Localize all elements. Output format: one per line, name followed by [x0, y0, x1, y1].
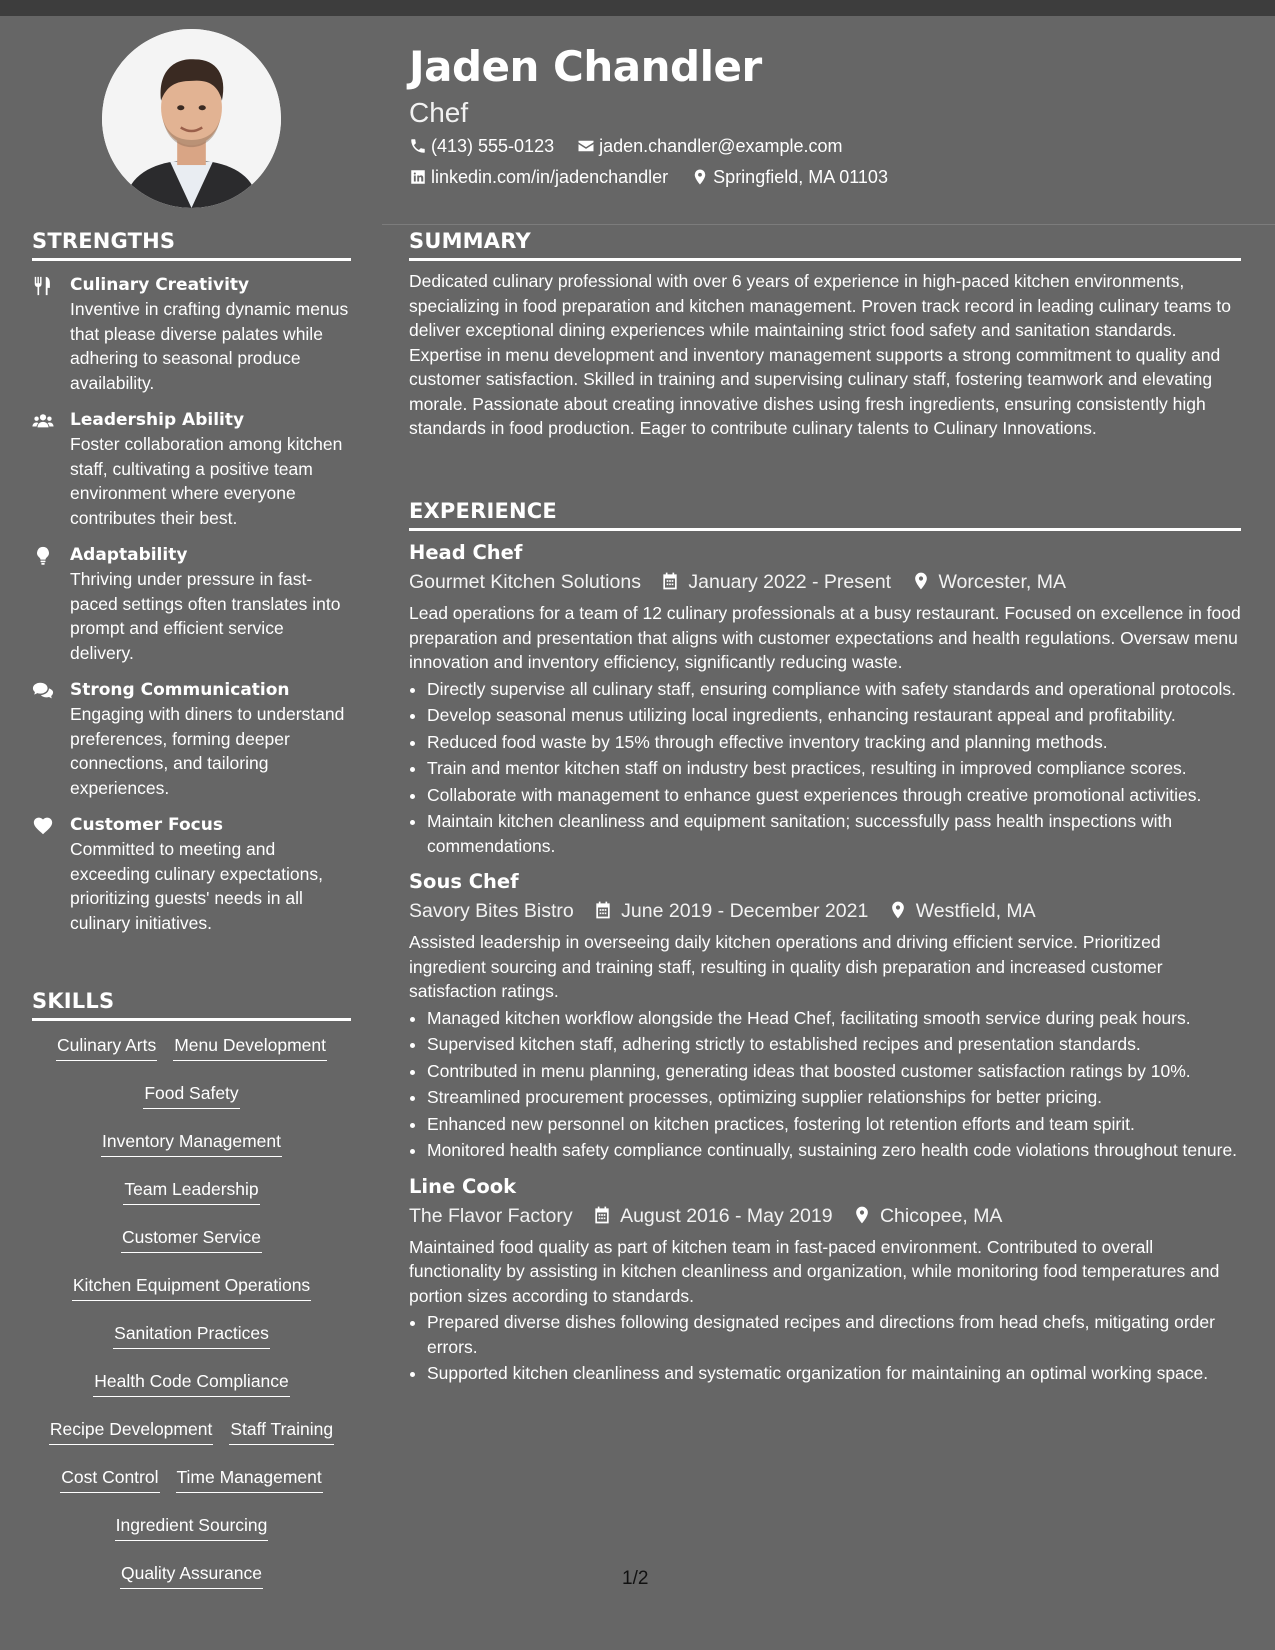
skill-tag: Menu Development: [173, 1033, 327, 1061]
job-description: Maintained food quality as part of kitchen team in fast-paced environment. Contributed to overall functionality by assisting in kitchen cleanliness and organization, while monitoring food temperatures and portion sizes according to standards.: [409, 1236, 1220, 1306]
job-dates-text: August 2016 - May 2019: [620, 1204, 833, 1227]
strength-item: [32, 408, 351, 530]
profile-photo: [102, 29, 281, 208]
strength-description: Committed to meeting and exceeding culinary expectations, prioritizing guests' needs in all culinary initiatives.: [70, 839, 323, 933]
main-content: [382, 16, 1275, 1650]
job-location-text: Chicopee, MA: [879, 1204, 1003, 1227]
phone-contact[interactable]: [409, 134, 554, 158]
job-meta: [409, 567, 1241, 597]
skills-section: [32, 988, 351, 1609]
strength-description: Inventive in crafting dynamic menus that please diverse palates while adhering to seasonal produce availability.: [70, 299, 349, 393]
skills-heading: SKILLS: [32, 988, 351, 1021]
skill-tag: Ingredient Sourcing: [115, 1513, 269, 1541]
skill-tag: Team Leadership: [123, 1177, 259, 1205]
experience-section: [409, 498, 1241, 1396]
job-location: [911, 567, 1067, 597]
list-item: • Contributed in menu planning, generating ideas that boosted customer satisfaction ratings by 10%.: [427, 1059, 1241, 1084]
job-bullets: [409, 677, 1241, 859]
job-entry: [409, 539, 1241, 858]
skill-tag: Recipe Development: [49, 1417, 213, 1445]
list-item: • Maintain kitchen cleanliness and equipment sanitation; successfully pass health inspections with commendations.: [427, 809, 1241, 858]
phone-icon: [409, 137, 427, 155]
job-location: [852, 1201, 1002, 1231]
resume-header: [409, 16, 1269, 224]
strength-title: Strong Communication: [70, 680, 290, 700]
job-dates: [660, 567, 891, 597]
person-portrait-icon: [102, 29, 281, 208]
strengths-section: [32, 228, 351, 948]
job-company: The Flavor Factory: [409, 1204, 573, 1227]
contact-row-2: [409, 165, 906, 189]
contact-row: [409, 134, 861, 158]
linkedin-url: linkedin.com/in/jadenchandler: [431, 167, 669, 187]
summary-text: Dedicated culinary professional with over 6 years of experience in high-paced kitchen environments, specializing in food preparation and kitchen management. Proven track record in leading culinary teams to deliver exceptional dining experiences while maintaining strict food safety and sanitation standards. Expertise in menu development and inventory management supports a strong commitment to quality and customer satisfaction. Skilled in training and supervising culinary staff, fostering teamwork and elevating morale. Passionate about creating innovative dishes using fresh ingredients, ensuring consistently high standards in food production. Eager to contribute culinary talents to Culinary Innovations.: [409, 271, 1231, 438]
map-pin-icon: [691, 168, 709, 186]
job-location-text: Worcester, MA: [938, 571, 1067, 593]
job-company: Gourmet Kitchen Solutions: [409, 571, 641, 593]
list-item: • Develop seasonal menus utilizing local ingredients, enhancing restaurant appeal and profitability.: [427, 703, 1241, 728]
strength-item: [32, 273, 351, 395]
skill-tag: Time Management: [176, 1465, 323, 1493]
strength-title: Adaptability: [70, 545, 188, 565]
strength-description: Engaging with diners to understand preferences, forming deeper connections, and tailoring experiences.: [70, 704, 345, 798]
list-item: • Prepared diverse dishes following designated recipes and directions from head chefs, mitigating order errors.: [427, 1310, 1241, 1359]
job-description: Lead operations for a team of 12 culinary professionals at a busy restaurant. Focused on excellence in food preparation and presentation that aligns with customer expectations and health regulations. Oversaw menu innovation and inventory efficiency, significantly reducing waste.: [409, 603, 1241, 672]
skill-tag: Inventory Management: [101, 1129, 282, 1157]
strength-title: Customer Focus: [70, 815, 223, 835]
strength-title: Leadership Ability: [70, 410, 245, 430]
job-bullets: [409, 1006, 1241, 1163]
list-item: • Managed kitchen workflow alongside the Head Chef, facilitating smooth service during peak hours.: [427, 1006, 1241, 1031]
job-title: Sous Chef: [409, 870, 519, 893]
job-title: Line Cook: [409, 1174, 517, 1198]
email-address: jaden.chandler@example.com: [599, 136, 843, 156]
sidebar: [0, 16, 382, 1650]
envelope-icon: [577, 137, 595, 155]
heart-icon: [32, 815, 54, 837]
job-meta: [409, 1201, 1241, 1231]
skill-tag: Culinary Arts: [56, 1033, 157, 1061]
skill-tag: Customer Service: [121, 1225, 262, 1253]
strength-item: [32, 543, 351, 665]
candidate-name: Jaden Chandler: [409, 42, 762, 91]
location-contact: [691, 165, 888, 189]
lightbulb-icon: [32, 545, 54, 567]
calendar-icon: [592, 1205, 612, 1225]
skill-tag: Sanitation Practices: [113, 1321, 270, 1349]
job-title: Head Chef: [409, 541, 523, 564]
linkedin-contact[interactable]: [409, 165, 668, 189]
experience-heading: EXPERIENCE: [409, 498, 1241, 531]
job-dates: [593, 896, 868, 926]
job-location: [888, 896, 1036, 926]
list-item: • Supervised kitchen staff, adhering strictly to established recipes and presentation standards.: [427, 1032, 1241, 1057]
skill-tag: Food Safety: [143, 1081, 239, 1109]
skill-tag: Cost Control: [60, 1465, 159, 1493]
strength-item: [32, 813, 351, 935]
job-location-text: Westfield, MA: [915, 900, 1036, 922]
skill-tag: Quality Assurance: [120, 1561, 263, 1589]
page-indicator: 1/2: [622, 1568, 649, 1589]
job-entry: [409, 868, 1241, 1163]
skills-list: [32, 1033, 351, 1589]
list-item: • Reduced food waste by 15% through effective inventory tracking and planning methods.: [427, 730, 1241, 755]
email-contact[interactable]: [577, 134, 842, 158]
job-bullets: [409, 1310, 1241, 1386]
job-entry: [409, 1173, 1241, 1386]
job-dates-text: January 2022 - Present: [688, 571, 892, 593]
strength-item: [32, 678, 351, 800]
list-item: • Collaborate with management to enhance guest experiences through creative promotional activities.: [427, 783, 1241, 808]
list-item: • Enhanced new personnel on kitchen practices, fostering lot retention efforts and team spirit.: [427, 1112, 1241, 1137]
list-item: • Streamlined procurement processes, optimizing supplier relationships for better pricing.: [427, 1085, 1241, 1110]
comments-icon: [32, 680, 54, 702]
list-item: • Directly supervise all culinary staff, ensuring compliance with safety standards and operational protocols.: [427, 677, 1241, 702]
job-company: Savory Bites Bistro: [409, 900, 574, 922]
summary-section: [409, 228, 1241, 441]
utensils-icon: [32, 275, 54, 297]
strength-description: Foster collaboration among kitchen staff, cultivating a positive team environment where everyone contributes their best.: [70, 434, 343, 528]
list-item: • Supported kitchen cleanliness and systematic organization for maintaining an optimal working space.: [427, 1361, 1241, 1386]
job-description: Assisted leadership in overseeing daily kitchen operations and driving efficient service. Prioritized ingredient sourcing and training staff, resulting in quality dish preparation and increased customer satisfaction ratings.: [409, 932, 1163, 1001]
map-pin-icon: [888, 900, 908, 920]
job-dates: [592, 1201, 832, 1231]
calendar-icon: [593, 900, 613, 920]
skill-tag: Health Code Compliance: [93, 1369, 290, 1397]
skill-tag: Staff Training: [229, 1417, 334, 1445]
job-meta: [409, 896, 1241, 926]
list-item: • Monitored health safety compliance continually, sustaining zero health code violations throughout tenure.: [427, 1138, 1241, 1163]
skill-tag: Kitchen Equipment Operations: [72, 1273, 311, 1301]
linkedin-icon: [409, 168, 427, 186]
calendar-icon: [660, 571, 680, 591]
map-pin-icon: [911, 571, 931, 591]
location-text: Springfield, MA 01103: [713, 167, 888, 187]
strength-title: Culinary Creativity: [70, 275, 250, 295]
users-icon: [32, 410, 54, 432]
job-dates-text: June 2019 - December 2021: [621, 900, 869, 922]
header-divider: [382, 224, 1275, 225]
summary-heading: SUMMARY: [409, 228, 1241, 261]
candidate-role: Chef: [409, 97, 469, 128]
list-item: • Train and mentor kitchen staff on industry best practices, resulting in improved compliance scores.: [427, 756, 1241, 781]
viewer-top-bar: [0, 0, 1275, 16]
strength-description: Thriving under pressure in fast-paced settings often translates into prompt and efficient service delivery.: [70, 569, 341, 663]
strengths-heading: STRENGTHS: [32, 228, 351, 261]
map-pin-icon: [852, 1205, 872, 1225]
phone-number: (413) 555-0123: [431, 136, 555, 156]
